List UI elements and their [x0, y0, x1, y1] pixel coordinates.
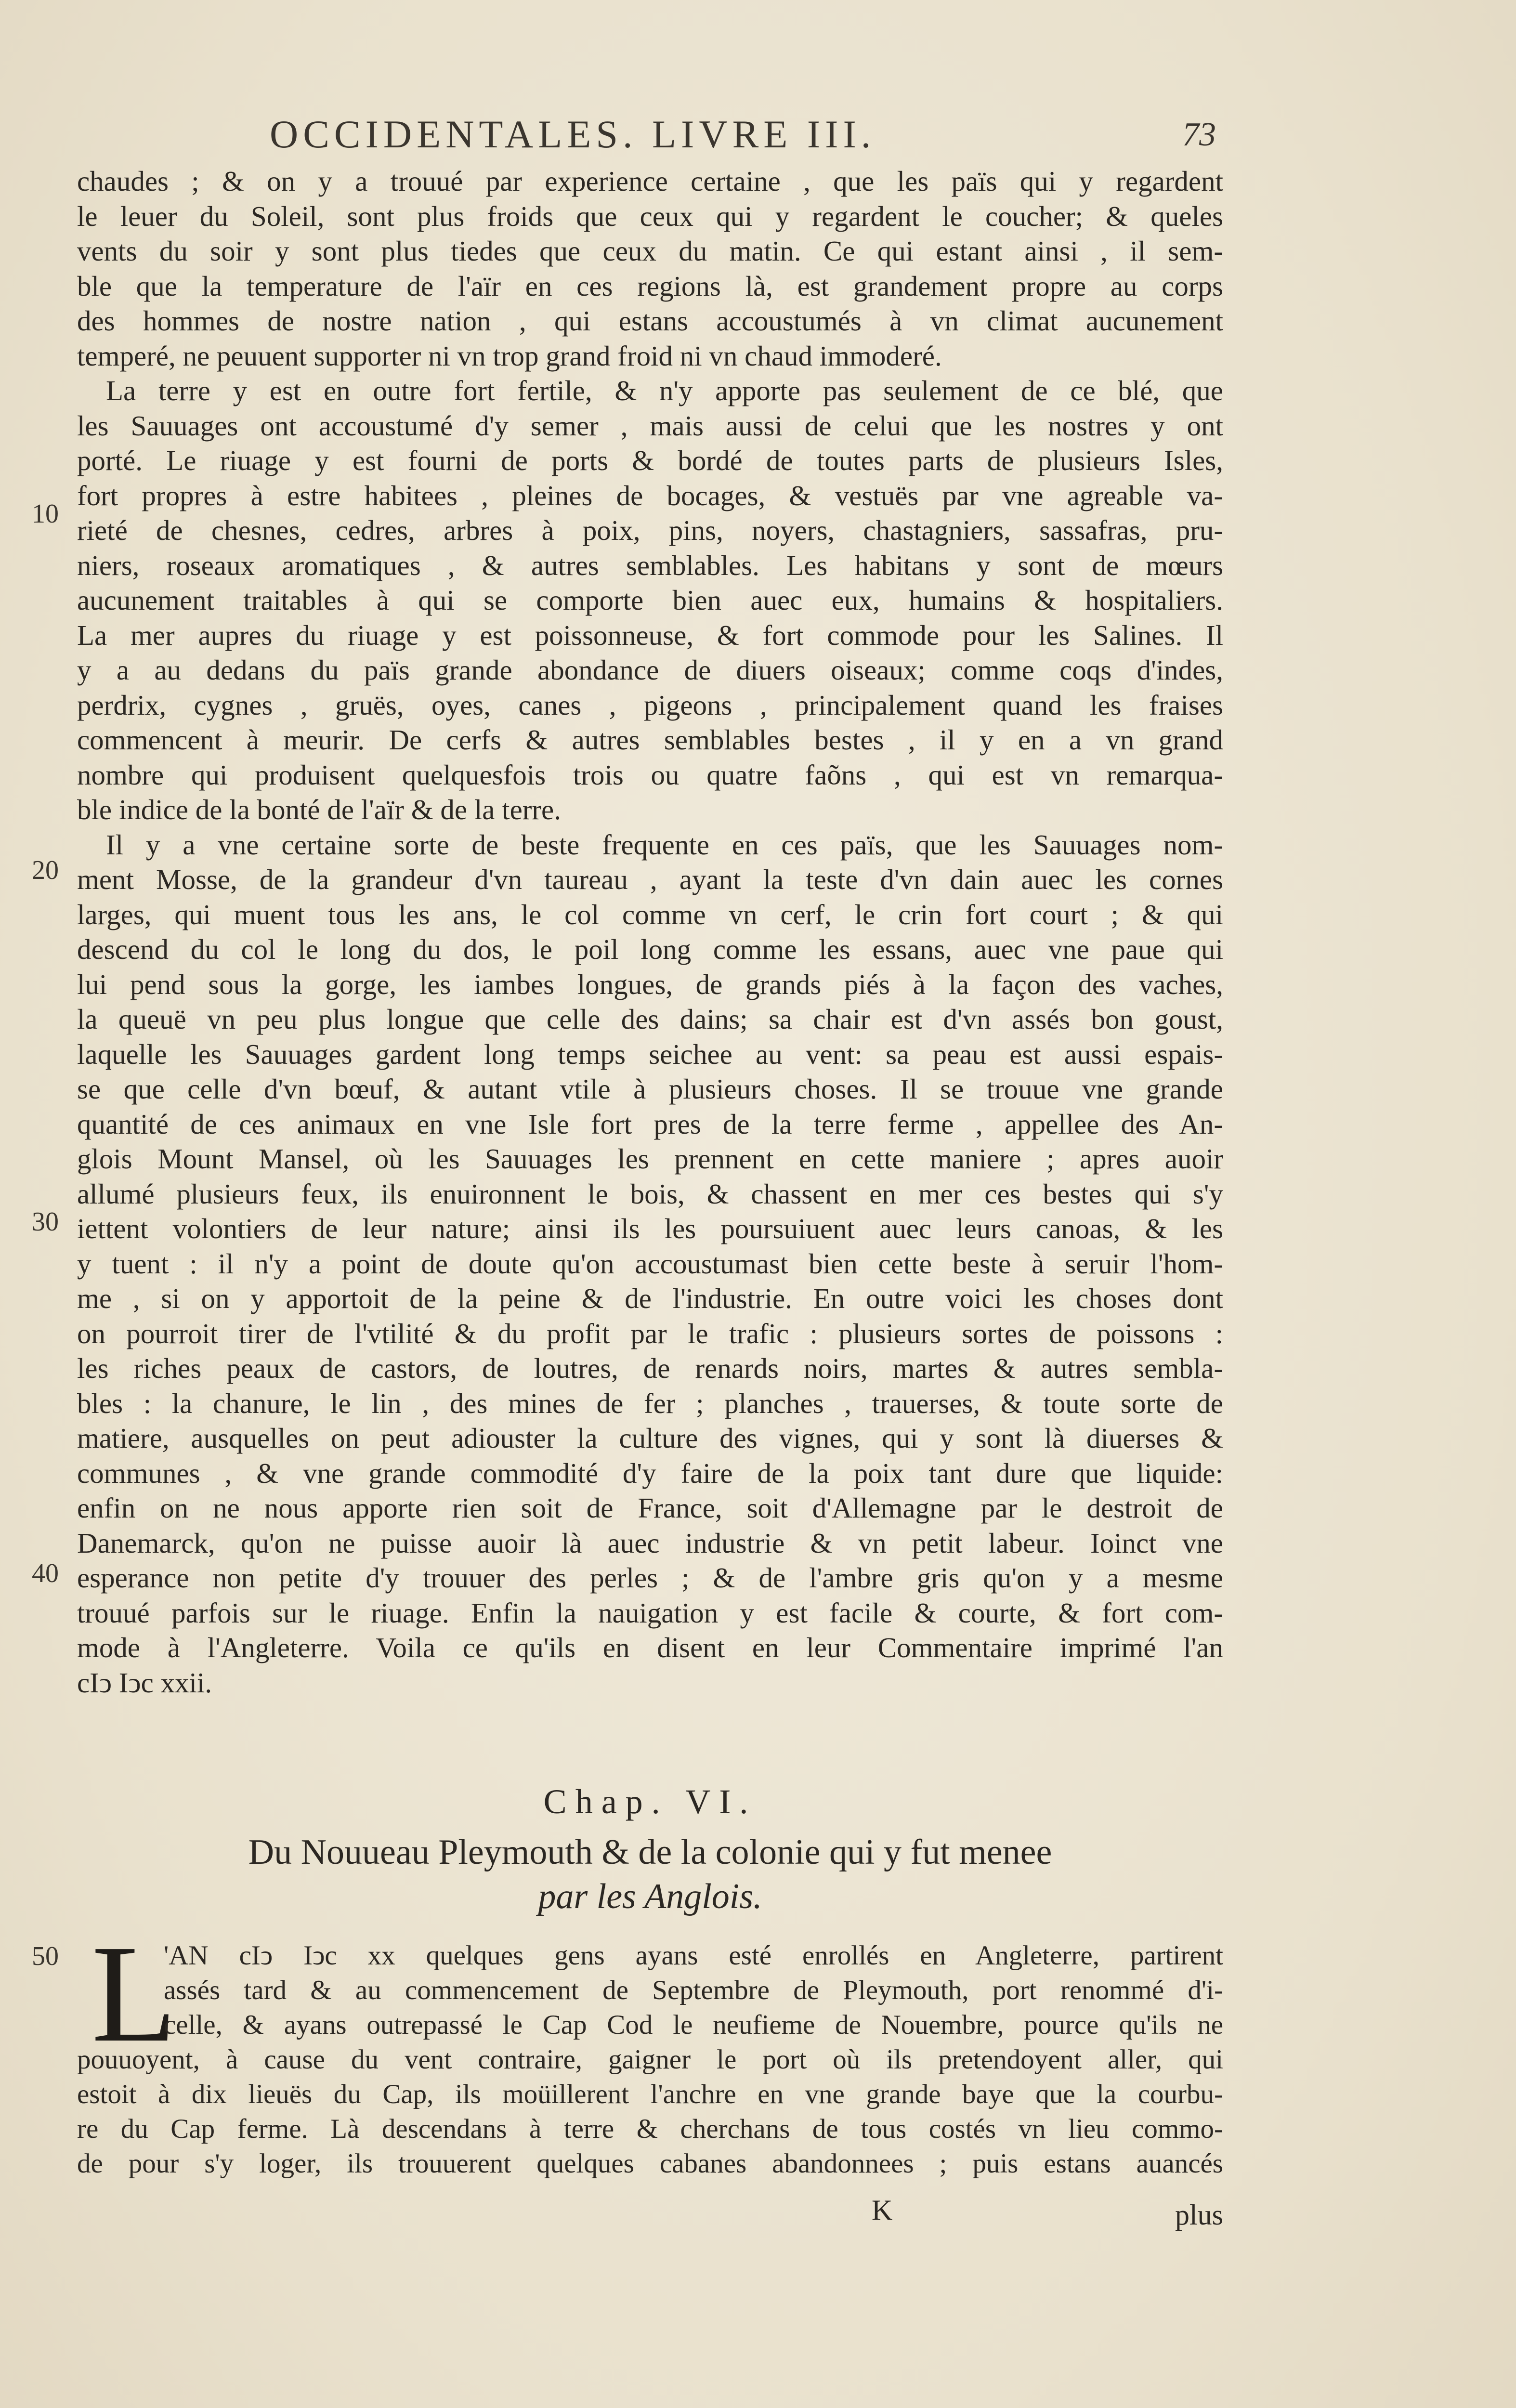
text-line: me , si on y apportoit de la peine & de l'industrie. En outre voici les choses dont: [77, 1283, 1223, 1314]
text-line: y tuent : il n'y a point de doute qu'on accoustumast bien cette beste à seruir l'hom-: [77, 1247, 1223, 1280]
chapter-text: [77, 1938, 1223, 2181]
text-line: porté. Le riuage y est fourni de ports & bordé de toutes parts de plusieurs Isles,: [77, 445, 1223, 476]
text-line: descend du col le long du dos, le poil long comme les essans, auec vne paue qui: [77, 933, 1223, 965]
text-line: re du Cap ferme. Là descendans à terre & cherchans de tous costés vn lieu commo-: [77, 2114, 1223, 2144]
text-line: Il y a vne certaine sorte de beste frequente en ces païs, que les Sauuages nom-: [106, 828, 1223, 861]
text-line: les Sauuages ont accoustumé d'y semer , mais aussi de celui que les nostres y ont: [77, 409, 1223, 442]
text-line: des hommes de nostre nation , qui estans accoustumés à vn climat aucunement: [77, 305, 1223, 337]
page-footer: [77, 2194, 1223, 2232]
catchword: plus: [1175, 2199, 1223, 2231]
text-line: vents du soir y sont plus tiedes que ceux du matin. Ce qui estant ainsi , il sem-: [77, 235, 1223, 267]
text-line: enfin on ne nous apporte rien soit de France, soit d'Allemagne par le destroit de: [77, 1492, 1223, 1524]
text-line: assés tard & au commencement de Septembre de Pleymouth, port renommé d'i-: [164, 1975, 1223, 2005]
text-line: mode à l'Angleterre. Voila ce qu'ils en disent en leur Commentaire imprimé l'an: [77, 1632, 1223, 1663]
text-line: rieté de chesnes, cedres, arbres à poix, pins, noyers, chastagniers, sassafras, pru-: [77, 514, 1223, 546]
text-line: de pour s'y loger, ils trouuerent quelques cabanes abandonnees ; puis estans auancés: [77, 2148, 1223, 2179]
text-line: cIↄ Iↄc xxii.: [77, 1666, 212, 1699]
text-line: glois Mount Mansel, où les Sauuages les prennent en cette maniere ; apres auoir: [77, 1143, 1223, 1175]
drop-cap: L: [91, 1916, 177, 2071]
text-line: esperance non petite d'y trouuer des perles ; & de l'ambre gris qu'on y a mesme: [77, 1562, 1223, 1594]
text-line: La terre y est en outre fort fertile, & n'y apporte pas seulement de ce blé, que: [106, 375, 1223, 406]
text-line: fort propres à estre habitees , pleines de bocages, & vestuës par vne agreable va-: [77, 479, 1223, 511]
text-line: ble que la temperature de l'aïr en ces regions là, est grandement propre au corps: [77, 270, 1223, 302]
text-line: matiere, ausquelles on peut adiouster la culture des vignes, qui y sont là diuerses &: [77, 1422, 1223, 1454]
body-text: [77, 164, 1223, 1700]
text-line: lui pend sous la gorge, les iambes longues, de grands piés à la façon des vaches,: [77, 968, 1223, 1000]
text-line: les riches peaux de castors, de loutres, de renards noirs, martes & autres sembla-: [77, 1352, 1223, 1384]
text-line: allumé plusieurs feux, ils enuironnent le bois, & chassent en mer ces bestes qui s'y: [77, 1178, 1223, 1210]
text-line: niers, roseaux aromatiques , & autres semblables. Les habitans y sont de mœurs: [77, 549, 1223, 581]
text-line: celle, & ayans outrepassé le Cap Cod le neufieme de Nouembre, pource qu'ils ne: [164, 2010, 1223, 2040]
text-line: aucunement traitables à qui se comporte bien auec eux, humains & hospitaliers.: [77, 584, 1223, 616]
margin-line-number: 50: [32, 1941, 59, 1971]
text-line: temperé, ne peuuent supporter ni vn trop grand froid ni vn chaud immoderé.: [77, 340, 942, 372]
margin-line-number: 40: [32, 1558, 59, 1588]
chapter-heading: Chap. VI.: [543, 1782, 757, 1821]
running-head: OCCIDENTALES. LIVRE III.: [270, 112, 876, 156]
text-line: La mer aupres du riuage y est poissonneuse, & fort commode pour les Salines. Il: [77, 619, 1223, 651]
margin-line-number: 30: [32, 1207, 59, 1237]
text-line: on pourroit tirer de l'vtilité & du profit par le trafic : plusieurs sortes de poissons :: [77, 1317, 1223, 1349]
text-line: quantité de ces animaux en vne Isle fort pres de la terre ferme , appellee des An-: [77, 1108, 1223, 1140]
text-line: ment Mosse, de la grandeur d'vn taureau , ayant la teste d'vn dain auec les cornes: [77, 864, 1223, 895]
text-line: larges, qui muent tous les ans, le col comme vn cerf, le crin fort court ; & qui: [77, 898, 1223, 930]
text-line: chaudes ; & on y a trouué par experience certaine , que les païs qui y regardent: [77, 165, 1223, 197]
text-line: iettent volontiers de leur nature; ainsi ils les poursuiuent auec leurs canoas, & les: [77, 1213, 1223, 1244]
text-line: communes , & vne grande commodité d'y faire de la poix tant dure que liquide:: [77, 1457, 1223, 1489]
chapter-title-line: Du Nouueau Pleymouth & de la colonie qui y fut menee: [248, 1832, 1052, 1872]
signature-mark: K: [872, 2194, 893, 2226]
margin-line-number: 20: [32, 855, 59, 885]
text-line: estoit à dix lieuës du Cap, ils moüillerent l'anchre en vne grande baye que la courbu-: [77, 2079, 1223, 2109]
folio-number: 73: [1182, 116, 1216, 153]
text-line: trouué parfois sur le riuage. Enfin la nauigation y est facile & courte, & fort com-: [77, 1597, 1223, 1629]
text-line: nombre qui produisent quelquesfois trois ou quatre faõns , qui est vn remarqua-: [77, 759, 1223, 791]
text-line: le leuer du Soleil, sont plus froids que ceux qui y regardent le coucher; & queles: [77, 200, 1223, 232]
text-line: se que celle d'vn bœuf, & autant vtile à plusieurs choses. Il se trouue vne grande: [77, 1073, 1223, 1105]
chapter-title-line: par les Anglois.: [538, 1877, 762, 1916]
text-line: ble indice de la bonté de l'aïr & de la terre.: [77, 794, 561, 825]
text-line: la queuë vn peu plus longue que celle des dains; sa chair est d'vn assés bon goust,: [77, 1003, 1223, 1035]
text-line: perdrix, cygnes , gruës, oyes, canes , pigeons , principalement quand les fraises: [77, 689, 1223, 721]
margin-line-number: 10: [32, 499, 59, 529]
text-line: commencent à meurir. De cerfs & autres semblables bestes , il y en a vn grand: [77, 724, 1223, 756]
text-line: Danemarck, qu'on ne puisse auoir là auec industrie & vn petit labeur. Ioinct vne: [77, 1527, 1223, 1559]
chapter-title: [77, 1830, 1223, 1919]
text-line: bles : la chanure, le lin , des mines de fer ; planches , trauerses, & toute sorte de: [77, 1387, 1223, 1419]
text-line: laquelle les Sauuages gardent long temps seichee au vent: sa peau est aussi espais-: [77, 1038, 1223, 1070]
text-line: 'AN cIↄ Iↄc xx quelques gens ayans esté enrollés en Angleterre, partirent: [164, 1940, 1223, 1971]
text-line: y a au dedans du païs grande abondance de diuers oiseaux; comme coqs d'indes,: [77, 654, 1223, 686]
text-line: pouuoyent, à cause du vent contraire, gaigner le port où ils pretendoyent aller, qui: [77, 2044, 1223, 2075]
